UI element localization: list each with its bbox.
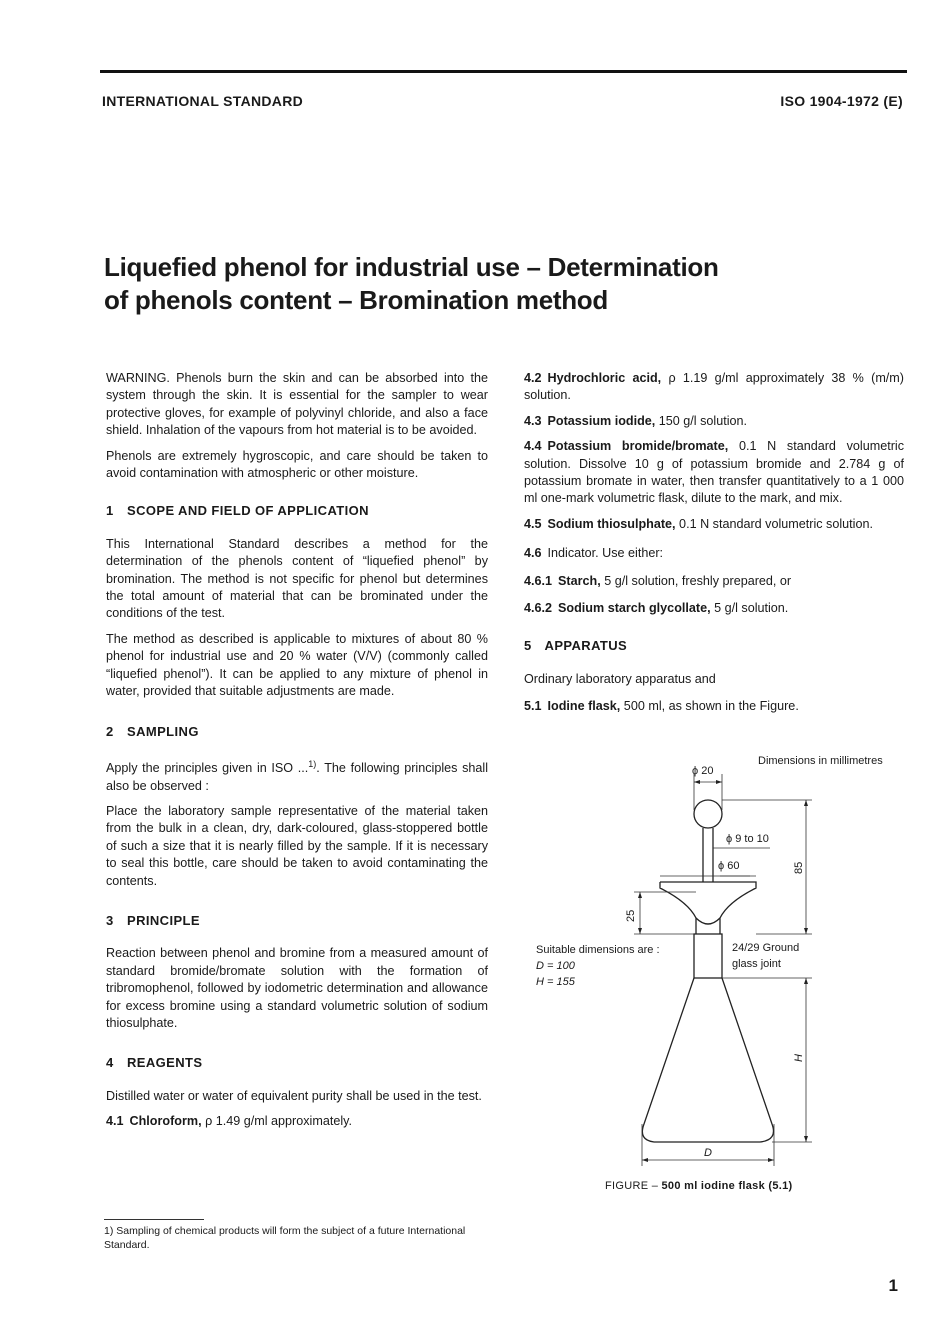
arrow-H-bottom [804, 1136, 808, 1142]
item-5-1-number: 5.1 [524, 699, 542, 714]
section-5-heading [524, 637, 904, 654]
section-5-title: APPARATUS [544, 638, 628, 654]
item-4-3-number: 4.3 [524, 413, 542, 428]
item-4-6-1-text: 5 g/l solution, freshly prepared, or [600, 573, 792, 588]
figure-caption-title: 500 ml iodine flask (5.1) [661, 1180, 793, 1192]
stopper-base [696, 918, 720, 924]
section-4-heading [106, 1054, 488, 1071]
section-1-heading [106, 502, 488, 519]
stopper-knob [694, 800, 722, 828]
dim-85-label: 85 [793, 861, 805, 874]
dim-D-label: D [704, 1147, 712, 1159]
section-2-text-a: Apply the principles given in ISO ... [106, 761, 309, 776]
iodine-flask-figure [530, 752, 910, 1202]
item-4-4 [524, 438, 904, 508]
figure-units-note: Dimensions in millimetres [758, 755, 883, 767]
section-2-text-b: . The following principles shall also be observed : [106, 761, 488, 793]
arrow-D-right [768, 1158, 774, 1162]
item-4-5-text: 0.1 N standard volumetric solution. [675, 516, 873, 531]
header-standard-label: INTERNATIONAL STANDARD [102, 93, 304, 109]
section-5-paragraph-1: Ordinary laboratory apparatus and [524, 671, 716, 686]
arrow-85-top [804, 800, 808, 806]
left-column [106, 370, 488, 1139]
dim-25-label: 25 [625, 909, 637, 922]
item-4-1 [106, 1113, 488, 1130]
dim-cup-label: ϕ 60 [718, 860, 740, 872]
figure-caption-prefix: FIGURE – [605, 1180, 662, 1192]
section-3-paragraph-1: Reaction between phenol and bromine from a measured amount of standard bromide/bromate solution with the formation of tribromophenol, followed by iodometric determination and allowance for excess bromine using a standard volumetric solution of sodium thiosulphate. [106, 946, 488, 1030]
stopper-cup [660, 882, 756, 934]
iodine-flask-drawing [530, 752, 910, 1202]
joint-label-line-2: glass joint [732, 958, 781, 970]
item-4-2-number: 4.2 [524, 371, 542, 385]
arrow-D-left [642, 1158, 648, 1162]
arrow-25-top [638, 892, 642, 898]
arrow-H-top [804, 978, 808, 984]
suitable-dimensions-label: Suitable dimensions are : [536, 944, 660, 956]
header-standard-number: ISO 1904-1972 (E) [780, 93, 903, 109]
dim-H-label: H [793, 1054, 805, 1062]
item-4-3-name: Potassium iodide, [547, 413, 656, 428]
item-4-4-name: Potassium bromide/bromate, [547, 439, 729, 454]
section-3-heading [106, 912, 488, 929]
section-2-heading [106, 723, 488, 740]
item-4-3 [524, 413, 904, 430]
item-4-5 [524, 516, 904, 533]
section-2-paragraph-2: Place the laboratory sample representative of the material taken from the bulk in a clean, dry, dark-coloured, glass-stoppered bottle of such a size that it is nearly filled by the sample. If it is necessary to seal this bottle, care should be taken to avoid contaminating the contents. [106, 803, 488, 888]
item-4-1-name: Chloroform, [129, 1114, 202, 1129]
item-4-3-text: 150 g/l solution. [655, 413, 748, 428]
arrow-20-right [716, 780, 722, 784]
arrow-20-left [694, 780, 700, 784]
item-4-6-1 [524, 573, 904, 590]
section-2-title: SAMPLING [127, 723, 199, 739]
dim-neck-label: ϕ 9 to 10 [726, 833, 769, 845]
dim-top-label: ϕ 20 [692, 765, 714, 777]
arrow-25-bottom [638, 928, 642, 934]
footnote-rule [104, 1219, 204, 1220]
stopper-stem [703, 828, 713, 882]
suitable-dimension-D: D = 100 [536, 960, 575, 972]
title-line-1: Liquefied phenol for industrial use – Determination [104, 252, 719, 282]
item-4-6-2-name: Sodium starch glycollate, [558, 601, 711, 616]
arrow-85-bottom [804, 928, 808, 934]
item-5-1 [524, 698, 904, 715]
document-title [104, 251, 864, 317]
section-1-paragraph-1: This International Standard describes a method for the determination of the phenols content of “liquefied phenol” by bromination. The method is not specific for phenol but determines the total amount of material that can be brominated under the conditions of the test. [106, 536, 488, 621]
flask-body [642, 978, 773, 1142]
item-4-1-number: 4.1 [106, 1114, 124, 1129]
section-4-title: REAGENTS [127, 1055, 203, 1071]
item-4-5-number: 4.5 [524, 516, 542, 531]
item-4-1-text: ρ 1.49 g/ml approximately. [201, 1114, 353, 1129]
figure-caption [605, 1180, 793, 1192]
page-number: 1 [888, 1276, 898, 1295]
section-2-number: 2 [106, 723, 114, 739]
footnote-ref: 1) [308, 758, 317, 769]
item-4-6-1-name: Starch, [558, 573, 601, 588]
item-4-2 [524, 370, 904, 405]
item-4-6-2-text: 5 g/l solution. [710, 601, 789, 616]
section-3-title: PRINCIPLE [127, 912, 200, 928]
item-5-1-text: 500 ml, as shown in the Figure. [620, 699, 799, 714]
warning-paragraph: WARNING. Phenols burn the skin and can be absorbed into the system through the skin. It is essential for the sampler to wear protective gloves, for example of polyvinyl chloride, and also a face shield. Inhalation of the vapours from hot material is to be avoided. [106, 371, 488, 438]
section-1-paragraph-2: The method as described is applicable to mixtures of about 80 % phenol for industrial use and 20 % water (V/V) (commonly called “liquefied phenol”). It can be applied to any mixture of phenol in water, provided that suitable adjustments are made. [106, 631, 488, 699]
item-4-2-text: ρ 1.19 g/ml approximately 38 % (m/m) solution. [524, 371, 904, 403]
section-1-title: SCOPE AND FIELD OF APPLICATION [127, 503, 369, 519]
suitable-dimension-H: H = 155 [536, 976, 575, 988]
item-4-6-2-number: 4.6.2 [524, 601, 553, 616]
right-column [524, 370, 904, 724]
footnote: 1) Sampling of chemical products will form the subject of a future International Standard. [104, 1225, 466, 1251]
item-4-6 [524, 545, 904, 562]
section-2-paragraph-1 [106, 756, 488, 795]
ground-glass-joint [694, 934, 722, 978]
item-4-6-text: Indicator. Use either: [547, 546, 664, 561]
hygroscopic-paragraph: Phenols are extremely hygroscopic, and care should be taken to avoid contamination with atmospheric or other moisture. [106, 448, 488, 481]
title-line-2: of phenols content – Bromination method [104, 285, 608, 315]
item-4-5-name: Sodium thiosulphate, [547, 516, 676, 531]
section-4-paragraph-1: Distilled water or water of equivalent purity shall be used in the test. [106, 1088, 482, 1103]
section-1-number: 1 [106, 503, 114, 519]
section-5-number: 5 [524, 638, 532, 654]
item-4-6-2 [524, 600, 904, 617]
joint-label-line-1: 24/29 Ground [732, 942, 800, 954]
item-4-2-name: Hydrochloric acid, [547, 371, 662, 385]
item-5-1-name: Iodine flask, [547, 699, 621, 714]
item-4-4-text: 0.1 N standard volumetric solution. Dissolve 10 g of potassium bromide and 2.784 g of potassium bromate in water, then transfer quantitatively to a 1 000 ml one-mark volumetric flask, dilute to the mark, and mix. [524, 439, 904, 506]
item-4-4-number: 4.4 [524, 439, 542, 454]
item-4-6-number: 4.6 [524, 546, 542, 561]
header-rule [100, 70, 907, 73]
item-4-6-1-number: 4.6.1 [524, 573, 553, 588]
section-4-number: 4 [106, 1055, 114, 1071]
section-3-number: 3 [106, 912, 114, 928]
